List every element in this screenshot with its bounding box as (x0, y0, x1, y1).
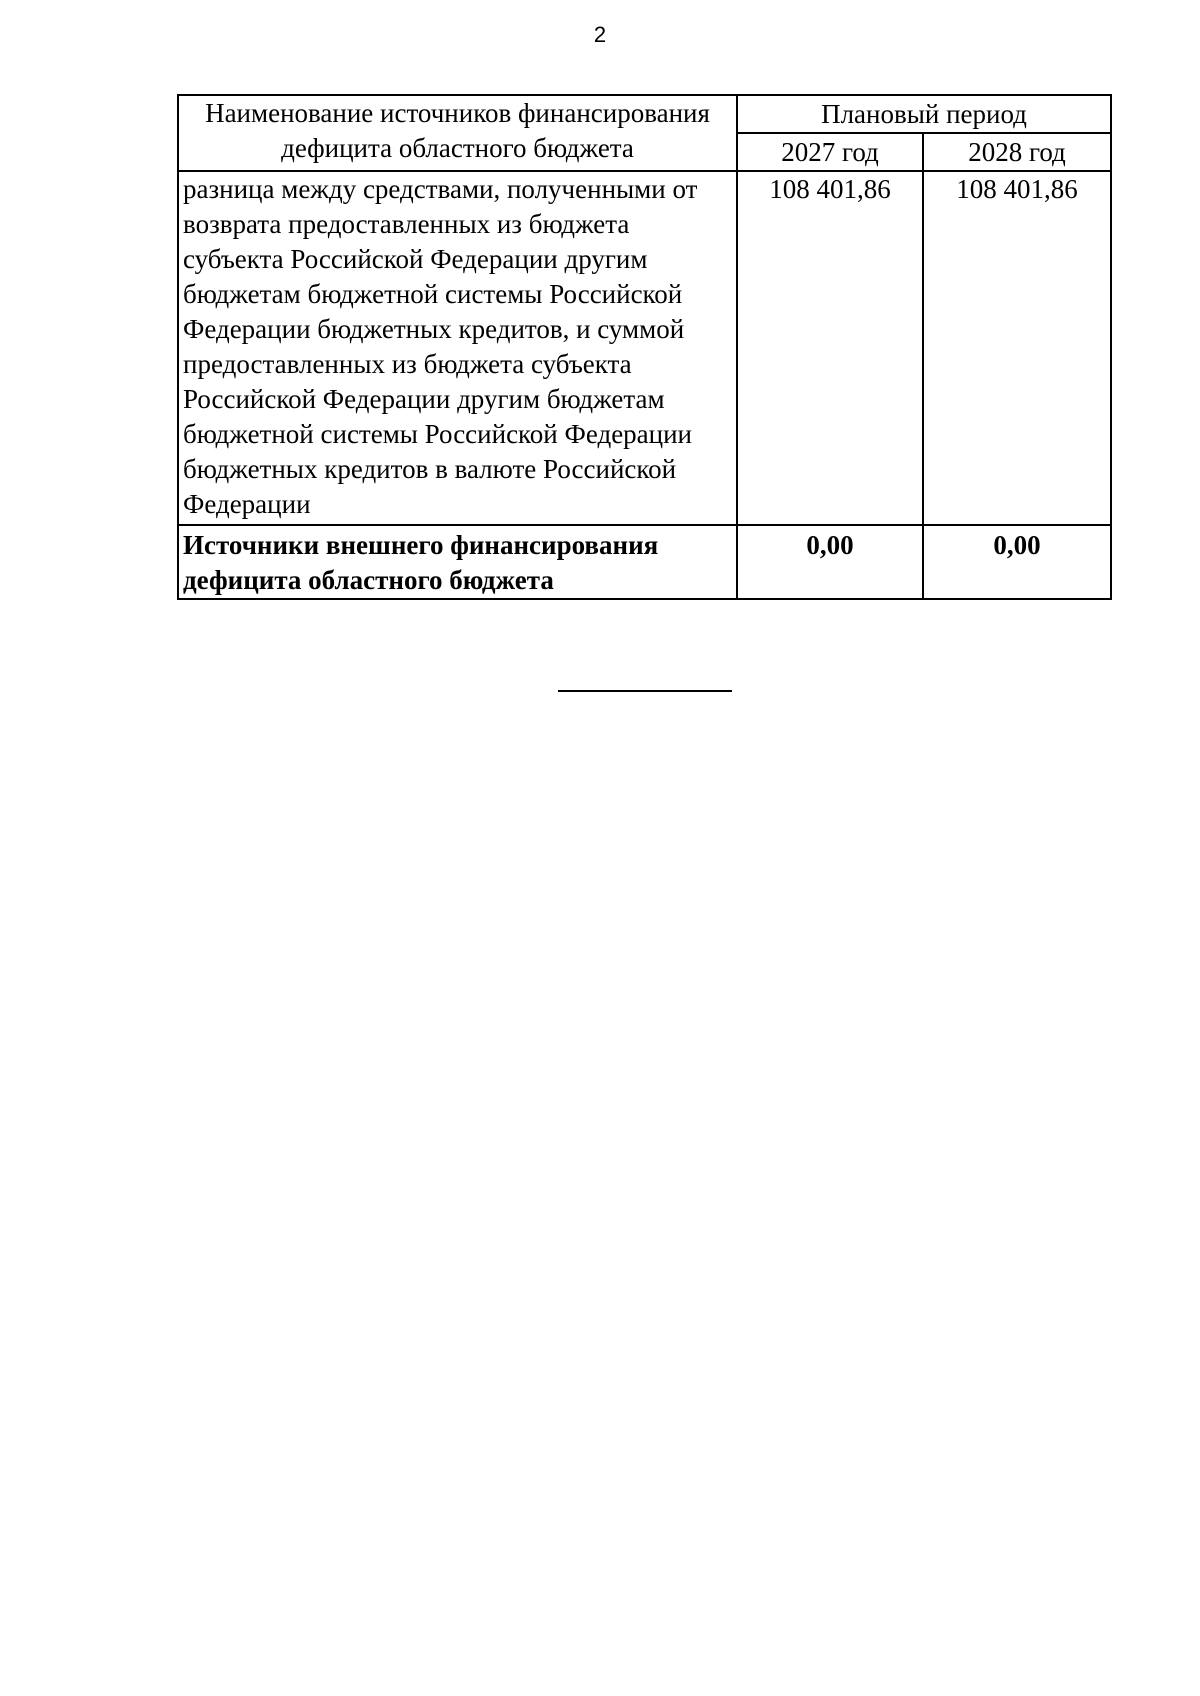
header-source-name: Наименование источников финансирования дефицита областного бюджета (178, 95, 737, 171)
row-value-2028: 108 401,86 (923, 171, 1111, 525)
end-of-document-rule (558, 690, 732, 692)
header-planned-period: Плановый период (737, 95, 1111, 133)
row-value-2027: 0,00 (737, 525, 923, 599)
row-source-name: разница между средствами, полученными от возврата предоставленных из бюджета субъекта Российской Федерации другим бюджетам бюджетной системы Российской Федерации бюджетных кредитов, и суммой предоставленных из бюджета субъекта Российской Федерации другим бюджетам бюджетной системы Российской Федерации бюджетных кредитов в валюте Российской Федерации (178, 171, 737, 525)
header-year-2027: 2027 год (737, 133, 923, 171)
row-value-2028: 0,00 (923, 525, 1111, 599)
row-value-2027: 108 401,86 (737, 171, 923, 525)
page-number: 2 (593, 22, 607, 47)
table-row (178, 171, 1111, 525)
table-row-total (178, 525, 1111, 599)
header-year-2028: 2028 год (923, 133, 1111, 171)
row-source-name: Источники внешнего финансирования дефицита областного бюджета (178, 525, 737, 599)
financing-sources-table (177, 94, 1112, 600)
